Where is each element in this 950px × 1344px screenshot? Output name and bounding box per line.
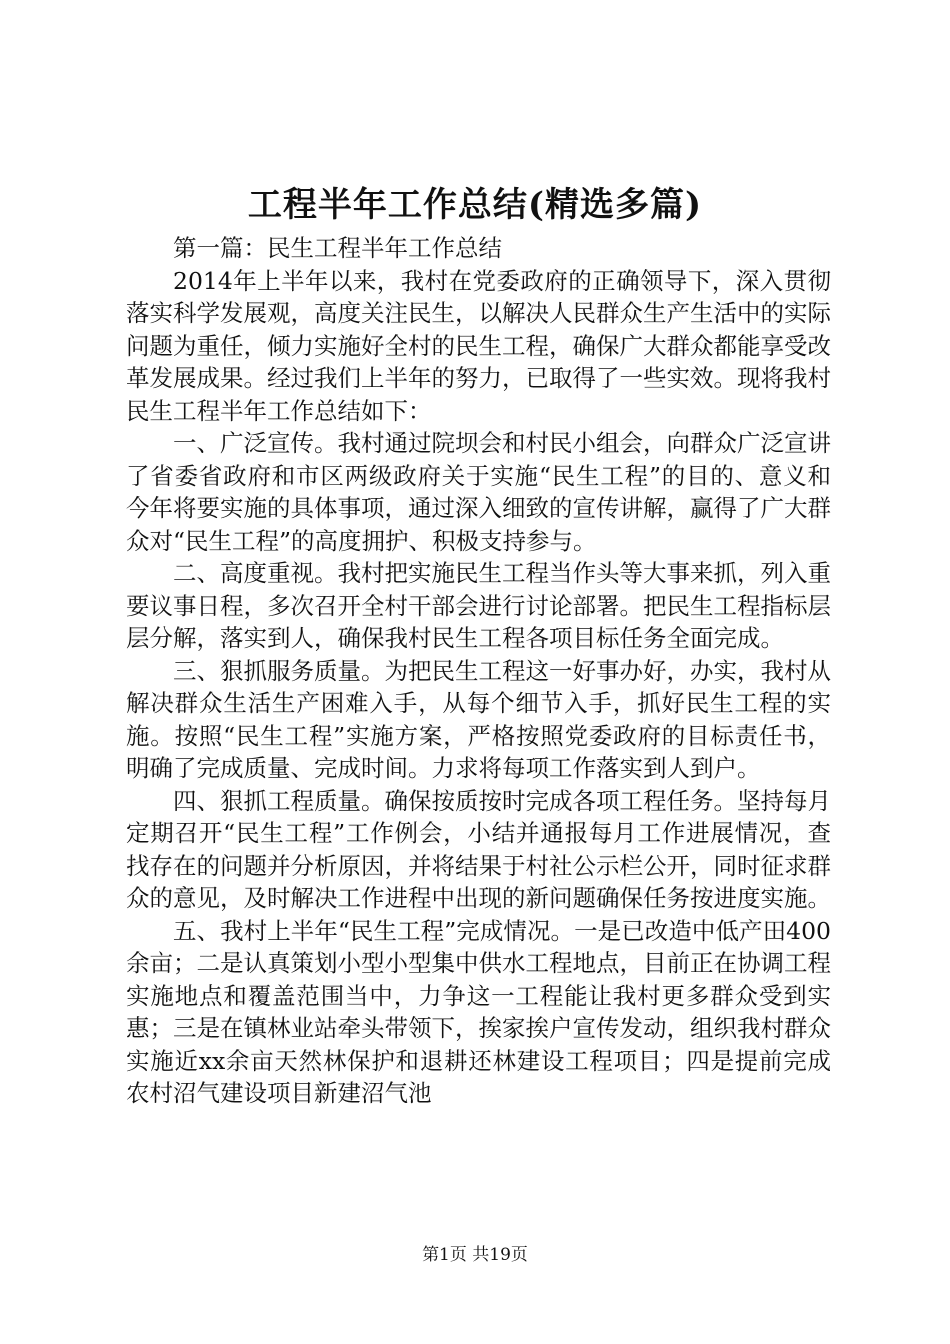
section-heading: 第一篇：民生工程半年工作总结 xyxy=(173,234,502,262)
paragraph: 二、高度重视。我村把实施民生工程当作头等大事来抓，列入重要议事日程，多次召开全村干部会进行讨论部署。把民生工程指标层层分解，落实到人，确保我村民生工程各项目标任务全面完成。 xyxy=(126,559,831,652)
paragraph: 一、广泛宣传。我村通过院坝会和村民小组会，向群众广泛宣讲了省委省政府和市区两级政府关于实施“民生工程”的目的、意义和今年将要实施的具体事项，通过深入细致的宣传讲解，赢得了广大群众对“民生工程”的高度拥护、积极支持参与。 xyxy=(126,429,831,555)
paragraph: 五、我村上半年“民生工程”完成情况。一是已改造中低产田400余亩；二是认真策划小型小型集中供水工程地点，目前正在协调工程实施地点和覆盖范围当中，力争这一工程能让我村更多群众受到实惠；三是在镇林业站牵头带领下，挨家挨户宣传发动，组织我村群众实施近xx余亩天然林保护和退耕还林建设工程项目；四是提前完成农村沼气建设项目新建沼气池 xyxy=(126,916,831,1107)
paragraph: 三、狠抓服务质量。为把民生工程这一好事办好，办实，我村从解决群众生活生产困难入手，从每个细节入手，抓好民生工程的实施。按照“民生工程”实施方案，严格按照党委政府的目标责任书，明确了完成质量、完成时间。力求将每项工作落实到人到户。 xyxy=(126,656,831,782)
paragraph: 2014年上半年以来，我村在党委政府的正确领导下，深入贯彻落实科学发展观，高度关注民生，以解决人民群众生产生活中的实际问题为重任，倾力实施好全村的民生工程，确保广大群众都能享受改革发展成果。经过我们上半年的努力，已取得了一些实效。现将我村民生工程半年工作总结如下： xyxy=(126,266,831,425)
paragraph: 四、狠抓工程质量。确保按质按时完成各项工程任务。坚持每月定期召开“民生工程”工作例会，小结并通报每月工作进展情况，查找存在的问题并分析原因，并将结果于村社公示栏公开，同时征求群众的意见，及时解决工作进程中出现的新问题确保任务按进度实施。 xyxy=(126,786,831,912)
page-number-footer: 第1页 共19页 xyxy=(422,1245,528,1265)
document-body xyxy=(126,232,831,1110)
document-title: 工程半年工作总结(精选多篇) xyxy=(247,185,703,225)
